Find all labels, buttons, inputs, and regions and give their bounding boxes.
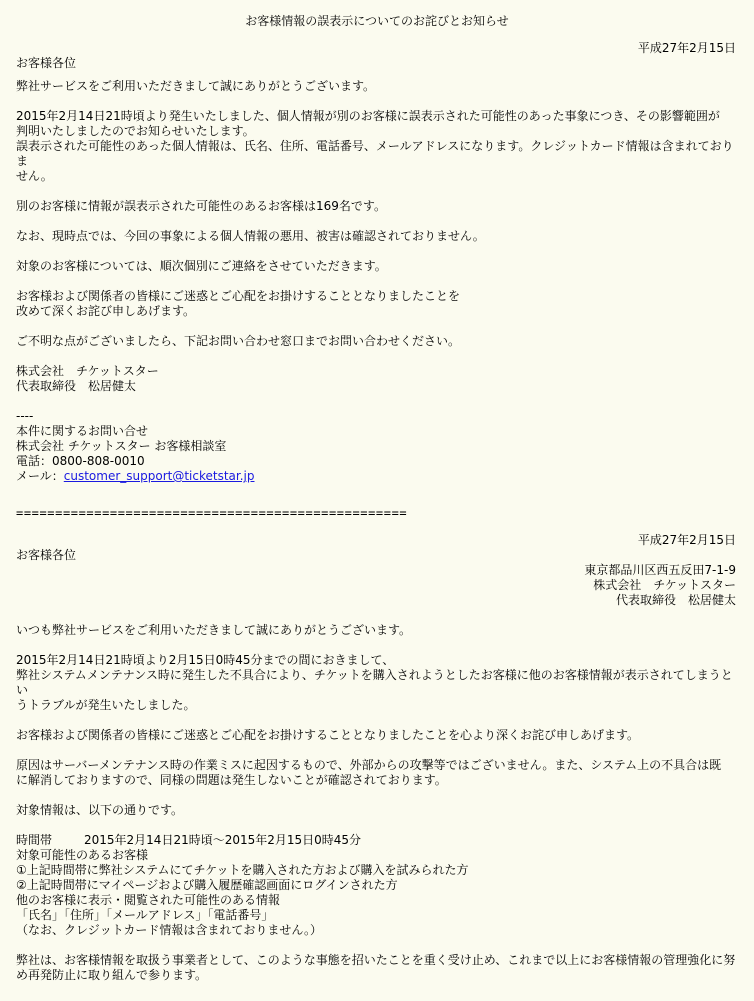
paragraph-line: め再発防止に取り組んで参ります。 — [16, 968, 208, 982]
info-note: （なお、クレジットカード情報は含まれておりません。） — [16, 923, 323, 937]
salutation: お客様各位 — [16, 548, 77, 562]
paragraph-line: 2015年2月14日21時頃より発生いたしました、個人情報が別のお客様に誤表示された可能性のあった事象につき、その影響範囲が — [16, 109, 720, 123]
paragraph-line: 判明いたしましたのでお知らせいたします。 — [16, 124, 255, 138]
company-name: 株式会社 チケットスター — [593, 578, 736, 592]
paragraph-line: 改めて深くお詫び申しあげます。 — [16, 304, 196, 318]
email-link[interactable]: customer_support@ticketstar.jp — [63, 469, 255, 483]
paragraph: 対象のお客様については、順次個別にご連絡をさせていただきます。 — [16, 259, 387, 273]
notice-2 — [16, 533, 738, 983]
company-name: 株式会社 チケットスター — [16, 364, 159, 378]
info-items: 「氏名」「住所」「メールアドレス」「電話番号」 — [16, 908, 274, 922]
time-value: 2015年2月14日21時頃～2015年2月15日0時45分 — [84, 833, 362, 847]
paragraph-line: 誤表示された可能性のあった個人情報は、氏名、住所、電話番号、メールアドレスになります。クレジットカード情報は含まれておりま — [16, 139, 734, 168]
paragraph-line: に解消しておりますので、同様の問題は発生しないことが確認されております。 — [16, 773, 447, 787]
phone-label: 電話： — [16, 454, 53, 468]
paragraph-line: お客様および関係者の皆様にご迷惑とご心配をお掛けすることとなりましたことを — [16, 289, 461, 303]
company-address: 東京都品川区西五反田7-1-9 — [584, 563, 736, 577]
time-range — [16, 833, 738, 848]
paragraph-line: せん。 — [16, 169, 53, 183]
target-item: ②上記時間帯にマイページおよび購入履歴確認画面にログインされた方 — [16, 878, 398, 892]
paragraph-line: 弊社システムメンテナンス時に発生した不具合により、チケットを購入されようとしたお客様に他のお客様情報が表示されてしまうとい — [16, 668, 733, 697]
affected-count: 別のお客様に情報が誤表示された可能性のあるお客様は169名です。 — [16, 199, 386, 213]
paragraph: お客様および関係者の皆様にご迷惑とご心配をお掛けすることとなりましたことを心より深くお詫び申しあげます。 — [16, 728, 640, 742]
contact-mail — [16, 469, 738, 484]
time-label: 時間帯 — [16, 833, 53, 847]
salutation: お客様各位 — [16, 56, 77, 70]
paragraph-line: 原因はサーバーメンテナンス時の作業ミスに起因するもので、外部からの攻撃等ではございません。また、システム上の不具合は既 — [16, 758, 722, 772]
phone-number: 0800-808-0010 — [52, 454, 145, 468]
notice-date: 平成27年2月15日 — [637, 533, 736, 547]
ceo-name: 代表取締役 松居健太 — [16, 379, 137, 393]
greeting: 弊社サービスをご利用いただきまして誠にありがとうございます。 — [16, 79, 376, 93]
paragraph: 対象情報は、以下の通りです。 — [16, 803, 184, 817]
separator: ---- — [16, 409, 34, 423]
contact-heading: 本件に関するお問い合せ — [16, 424, 149, 438]
contact-department: 株式会社 チケットスター お客様相談室 — [16, 439, 227, 453]
paragraph-line: 弊社は、お客様情報を取扱う事業者として、このような事態を招いたことを重く受け止め、これまで以上にお客様情報の管理強化に努 — [16, 953, 736, 967]
notice-1 — [16, 41, 738, 484]
paragraph: なお、現時点では、今回の事象による個人情報の悪用、被害は確認されておりません。 — [16, 229, 485, 243]
contact-phone — [16, 454, 738, 469]
mail-label: メール： — [16, 469, 64, 483]
paragraph: ご不明な点がございましたら、下記お問い合わせ窓口までお問い合わせください。 — [16, 334, 461, 348]
greeting: いつも弊社サービスをご利用いただきまして誠にありがとうございます。 — [16, 623, 412, 637]
target-item: ①上記時間帯に弊社システムにてチケットを購入された方および購入を試みられた方 — [16, 863, 469, 877]
paragraph-line: うトラブルが発生いたしました。 — [16, 698, 196, 712]
info-heading: 他のお客様に表示・閲覧された可能性のある情報 — [16, 893, 281, 907]
paragraph-line: 2015年2月14日21時頃より2月15日0時45分までの間におきまして、 — [16, 653, 395, 667]
notice-date: 平成27年2月15日 — [637, 41, 736, 55]
ceo-name: 代表取締役 松居健太 — [615, 593, 736, 607]
page-title: お客様情報の誤表示についてのお詫びとお知らせ — [245, 14, 509, 28]
divider: ================================================== — [16, 506, 408, 520]
target-heading: 対象可能性のあるお客様 — [16, 848, 149, 862]
